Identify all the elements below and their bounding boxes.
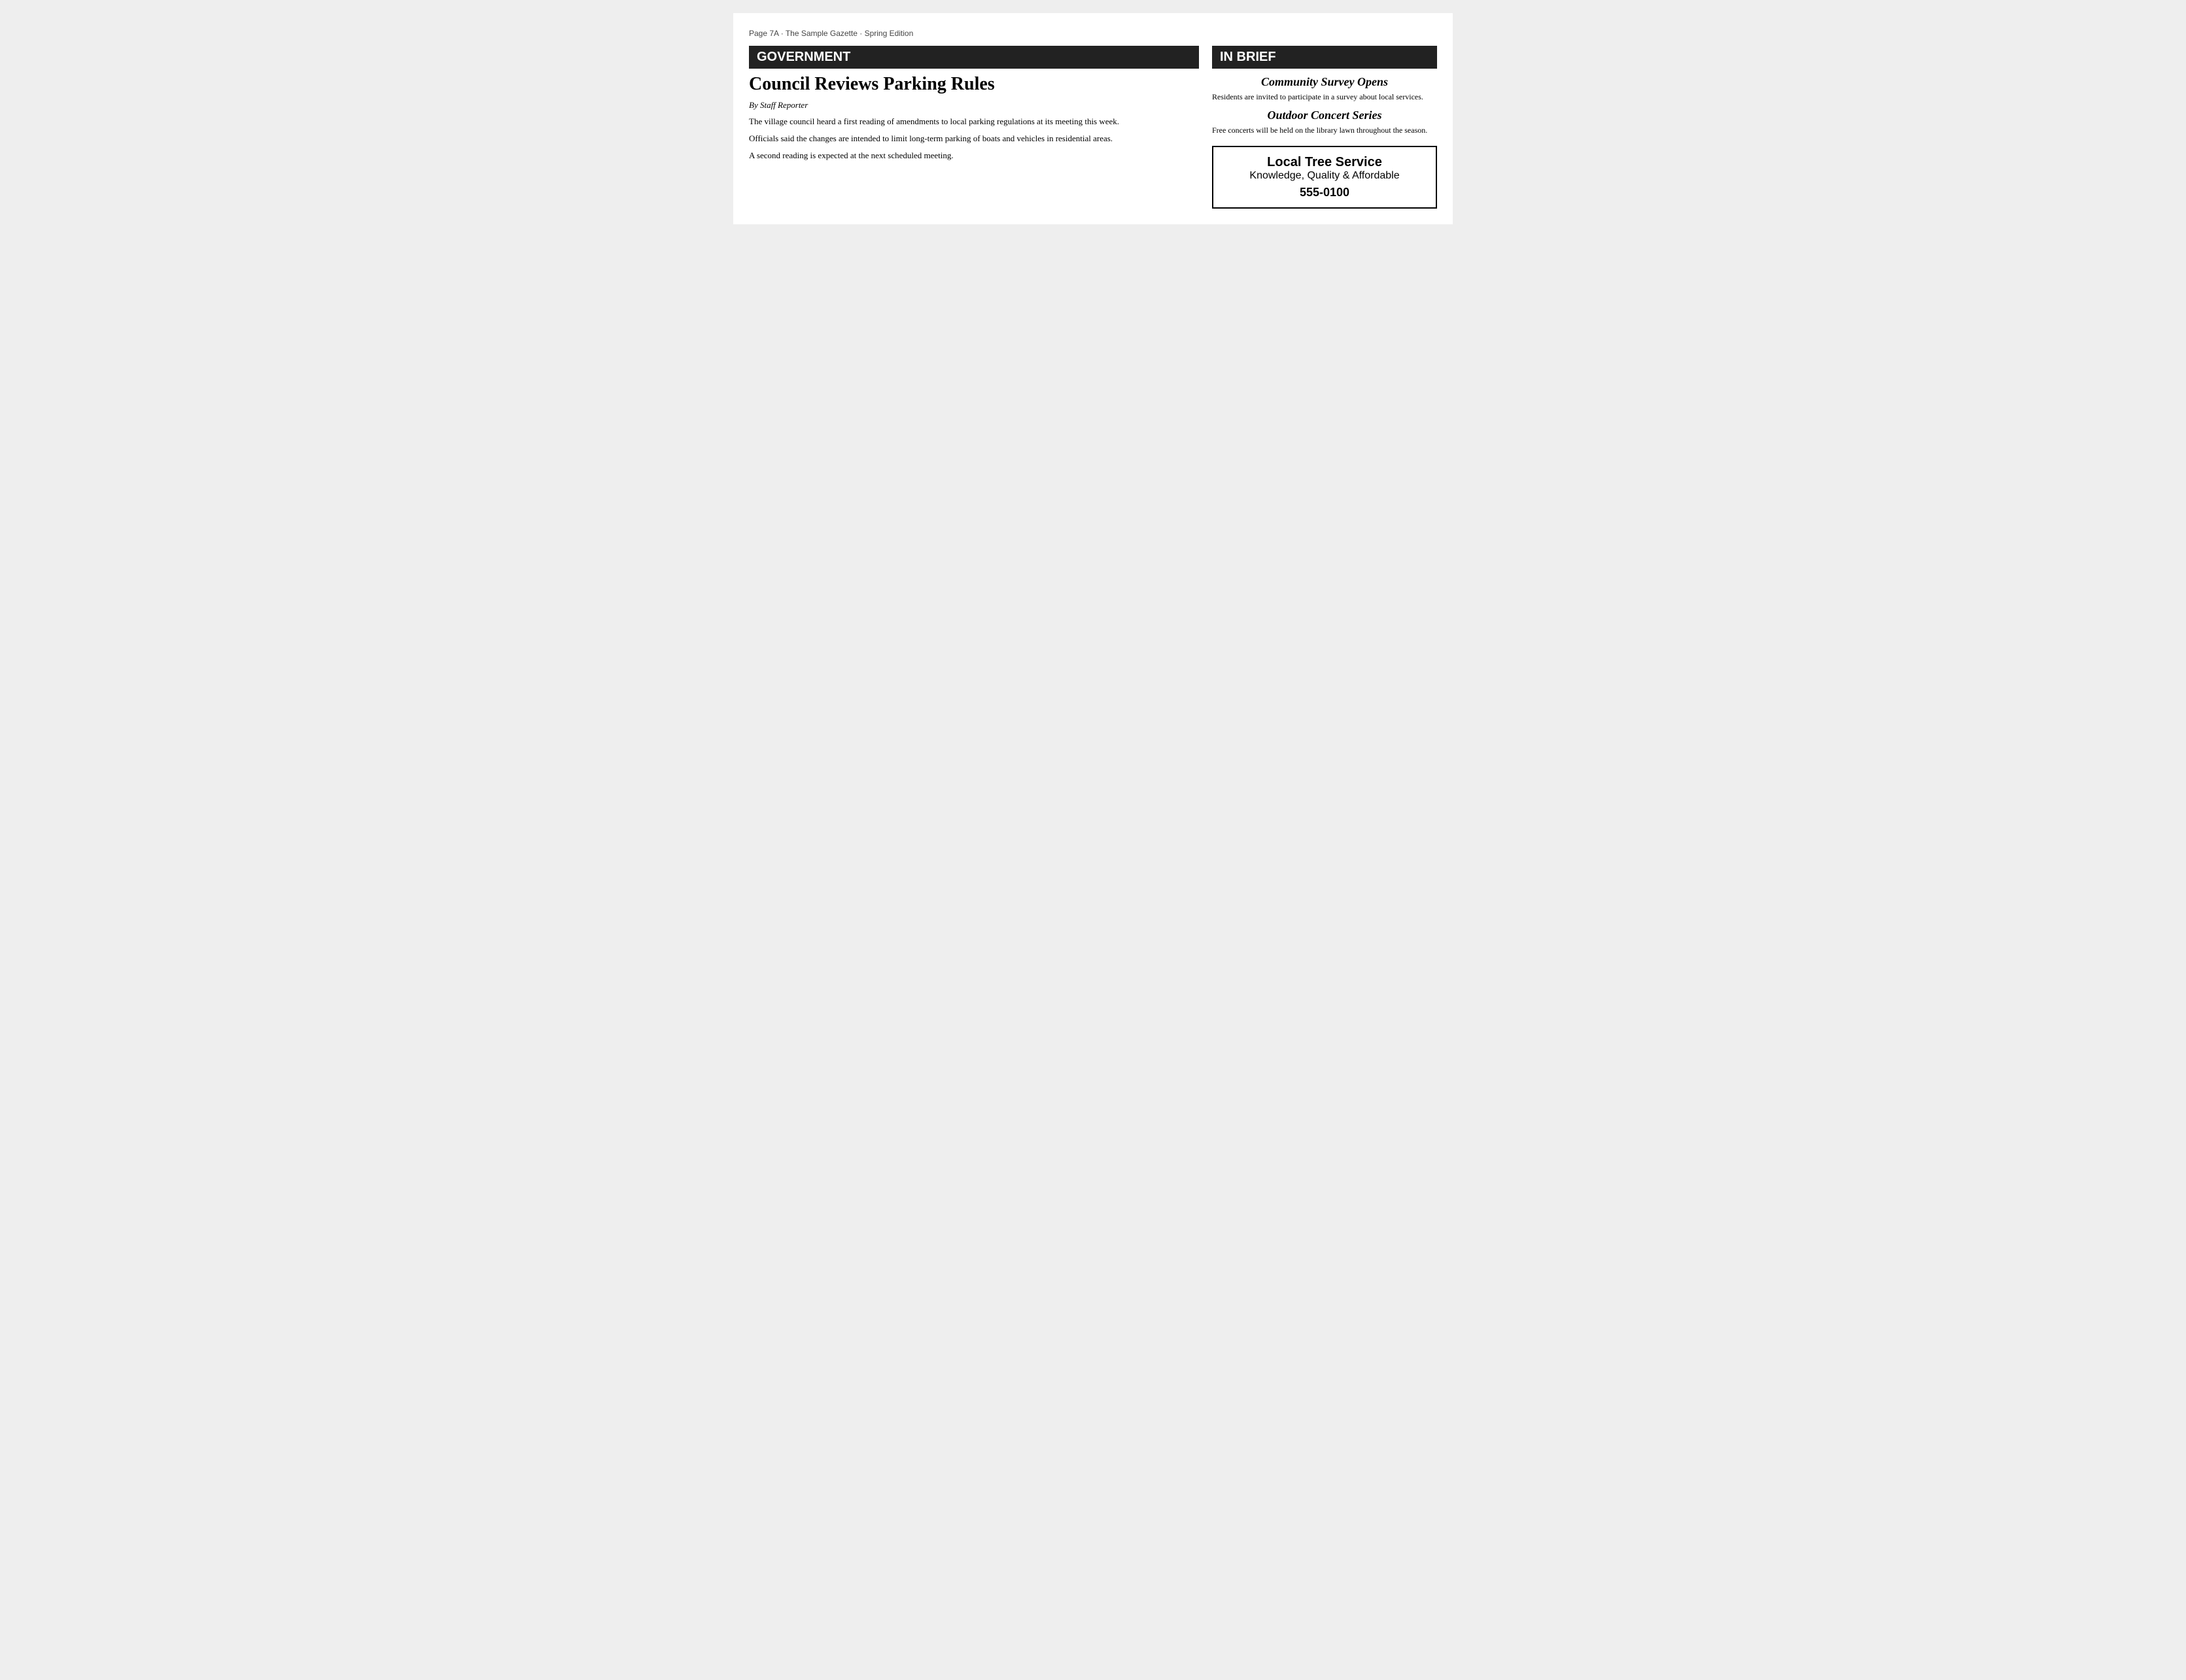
lead-paragraph: A second reading is expected at the next scheduled meeting. bbox=[749, 150, 954, 161]
masthead-center: The Sample Gazette bbox=[785, 29, 858, 38]
ad-tagline: Knowledge, Quality & Affordable bbox=[1249, 170, 1400, 182]
ad-headline: Local Tree Service bbox=[1267, 155, 1382, 170]
brief-column bbox=[1212, 46, 1437, 209]
lead-headline: Council Reviews Parking Rules bbox=[749, 74, 995, 94]
brief-title: Community Survey Opens bbox=[1260, 75, 1389, 88]
brief-text: Free concerts will be held on the library lawn throughout the season. bbox=[1212, 126, 1428, 135]
brief-section-title: IN BRIEF bbox=[1212, 46, 1437, 69]
lead-column bbox=[749, 46, 1199, 209]
masthead: Page 7A · The Sample Gazette · Spring Edition bbox=[749, 29, 914, 38]
lead-paragraph: The village council heard a first reading of amendments to local parking regulations at its meeting this week. bbox=[749, 116, 1120, 126]
brief-text: Residents are invited to participate in a survey about local services. bbox=[1212, 92, 1423, 101]
ad-phone: 555-0100 bbox=[1299, 186, 1350, 199]
masthead-right: Spring Edition bbox=[864, 29, 914, 38]
brief-title: Outdoor Concert Series bbox=[1267, 109, 1382, 122]
advertisement bbox=[1212, 146, 1437, 209]
lead-byline: By Staff Reporter bbox=[749, 100, 808, 110]
masthead-left: Page 7A bbox=[749, 29, 779, 38]
newspaper-page bbox=[733, 13, 1453, 224]
section-title: GOVERNMENT bbox=[749, 46, 1199, 69]
lead-body bbox=[749, 116, 1199, 162]
lead-paragraph: Officials said the changes are intended to limit long-term parking of boats and vehicles in residential areas. bbox=[749, 133, 1113, 144]
